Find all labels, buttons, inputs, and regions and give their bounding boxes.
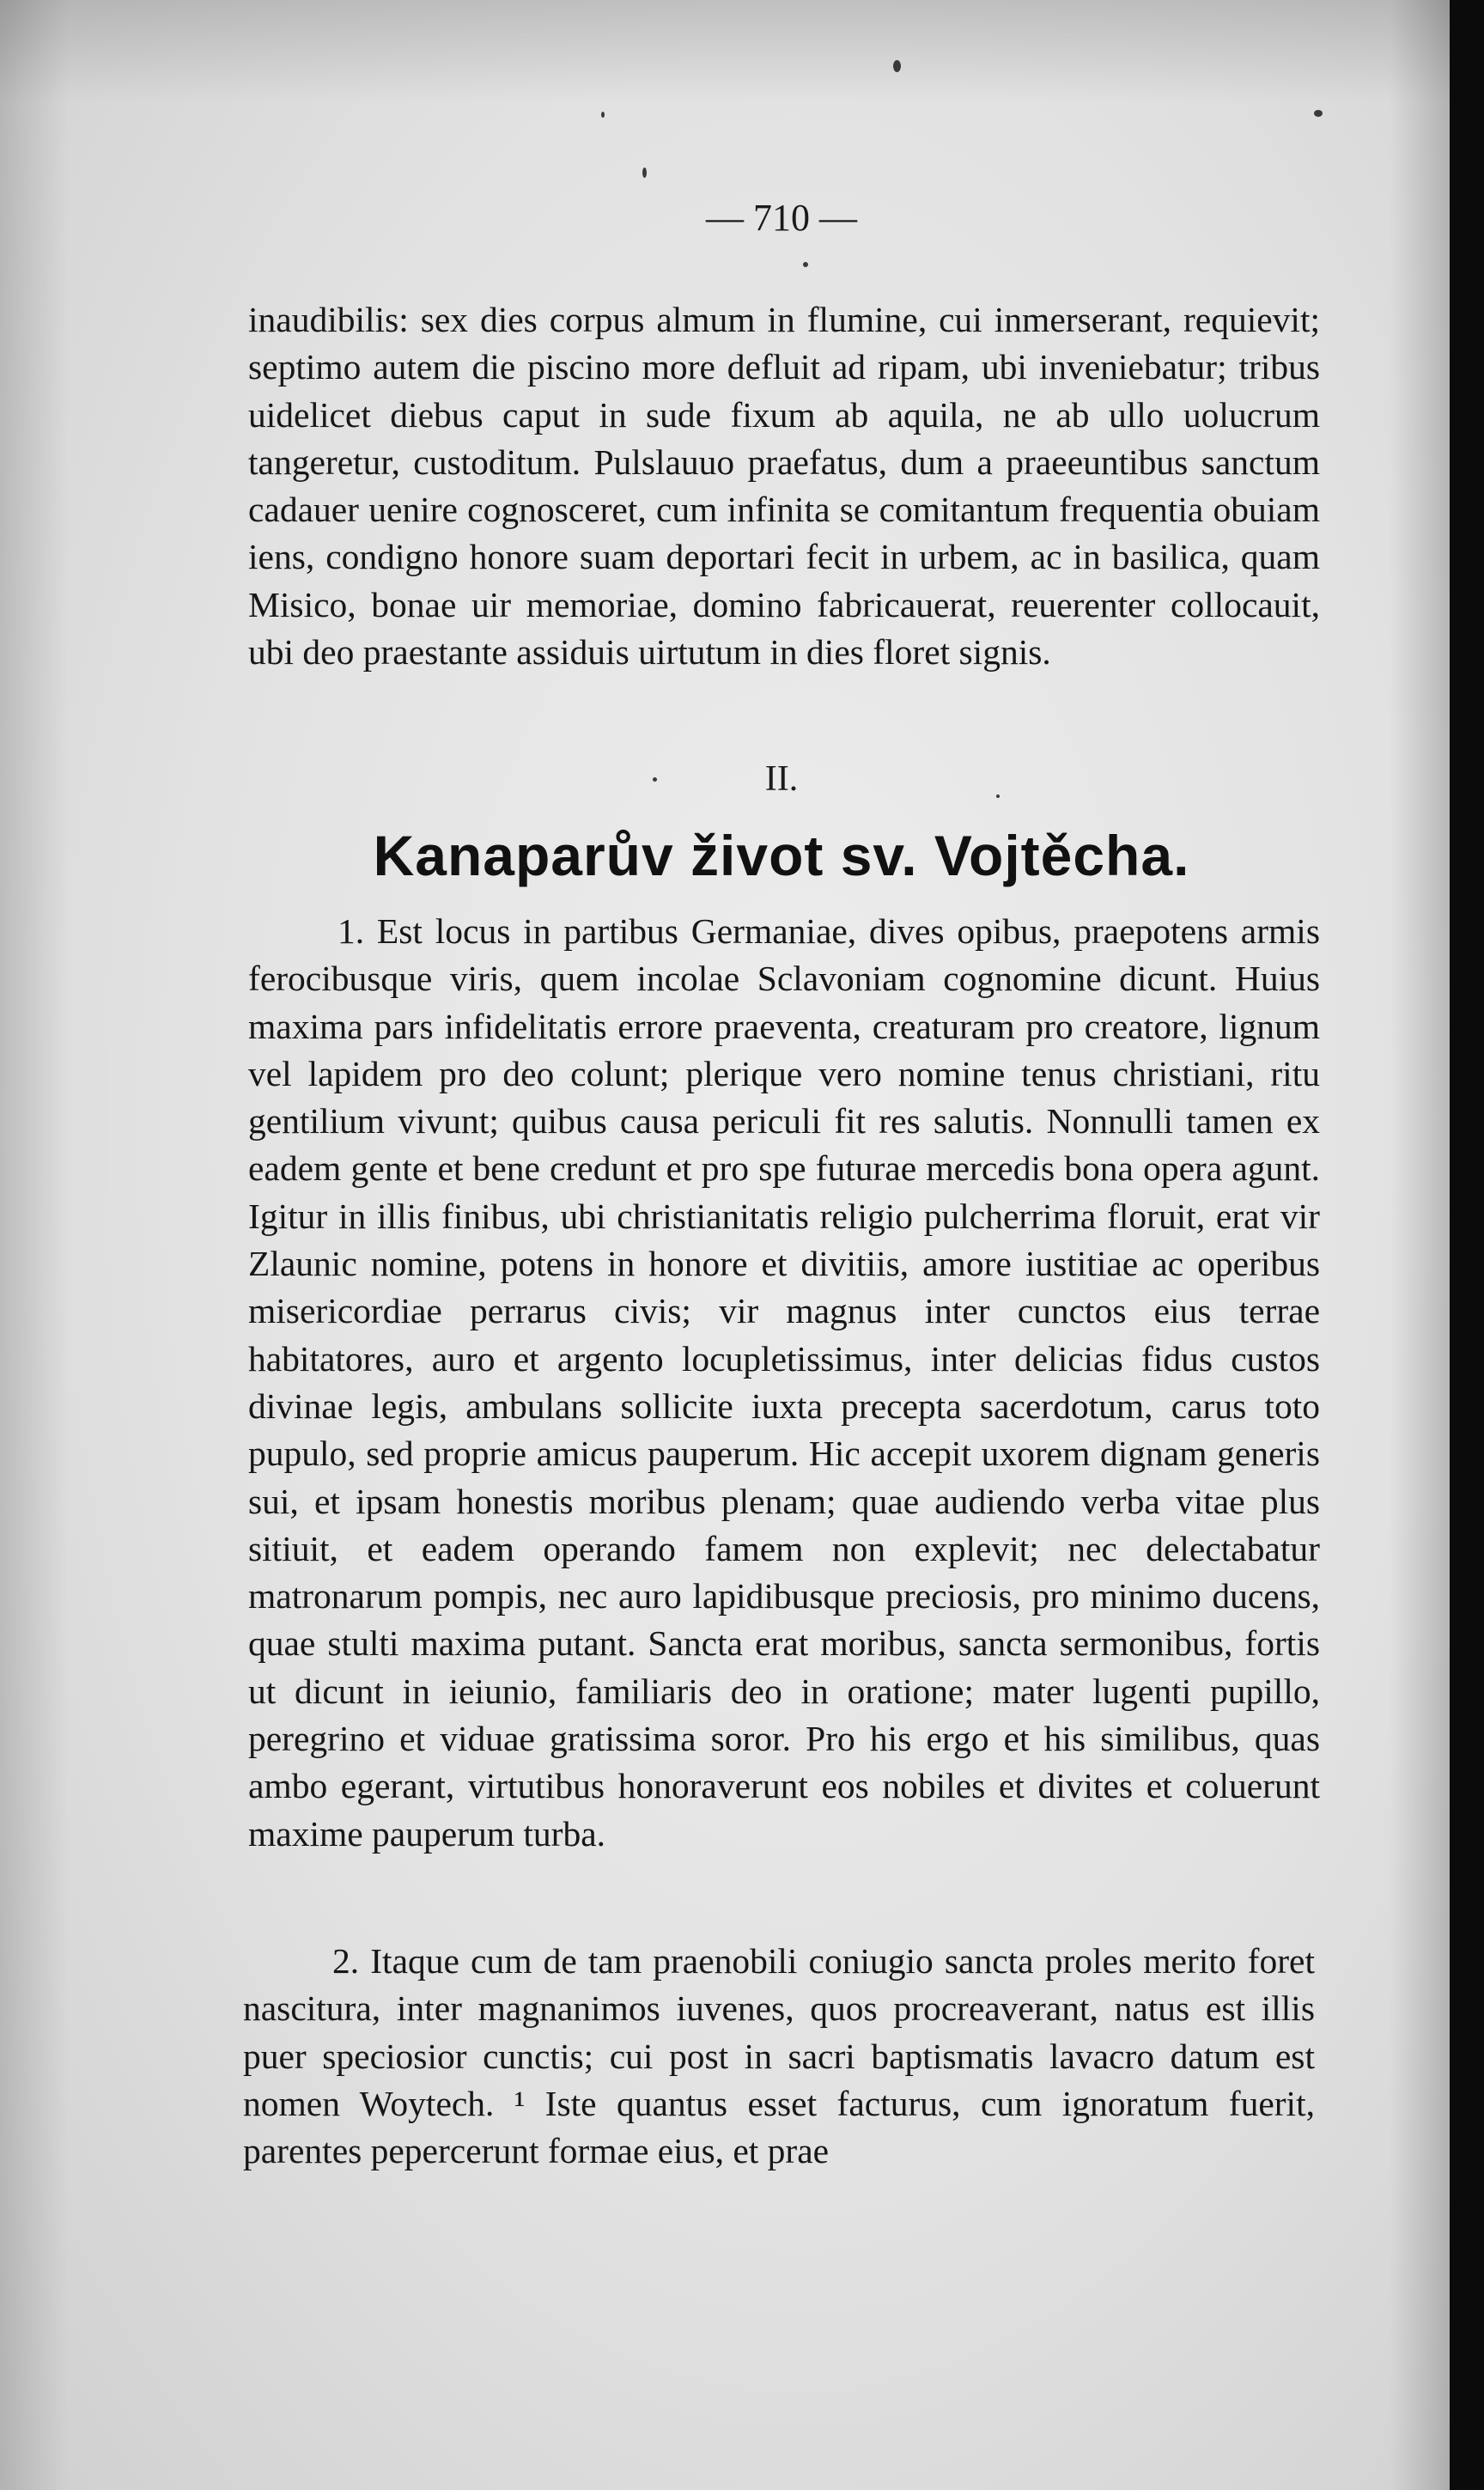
scan-speck (1314, 110, 1323, 117)
body-paragraph-2: 2. Itaque cum de tam praenobili coniugio sancta proles merito foret nascitura, inter magnanimos iuvenes, quos procreaverant, natus est illis puer speciosior cunctis; cui post in sacri baptismatis lavacro datum est nomen Woytech. ¹ Iste quantus esset facturus, cum ignoratum fuerit, parentes pepercerunt formae eius, et prae (243, 1941, 1315, 2171)
body-paragraph-continued: inaudibilis: sex dies corpus almum in flumine, cui inmerserant, requievit; septimo autem die piscino more defluit ad ripam, ubi inveniebatur; tribus uidelicet diebus caput in sude fixum ab aquila, ne ab ullo uolucrum tangeretur, custoditum. Pulslauuo praefatus, dum a praeeuntibus sanctum cadauer uenire cognosceret, cum infinita se comitantum frequentia obuiam iens, condigno honore suam deportari fecit in urbem, ac in basilica, quam Misico, bonae uir memoriae, domino fabricauerat, reuerenter collocauit, ubi deo praestante assiduis uirtutum in dies floret signis. (248, 300, 1320, 673)
section-number: II. (764, 759, 799, 799)
section-title: Kanaparův život sv. Vojtěcha. (373, 824, 1190, 887)
scan-shadow-left (0, 0, 69, 2490)
scan-speck (803, 262, 808, 267)
scan-shadow-top (0, 0, 1450, 103)
page-number: — 710 — (706, 197, 857, 239)
scan-shadow-right (1390, 0, 1450, 2490)
body-paragraph-1: 1. Est locus in partibus Germaniae, dives opibus, praepotens armis ferocibusque viris, quem incolae Sclavoniam cognomine dicunt. Huius maxima pars infidelitatis errore praeventa, creaturam pro creatore, lignum vel lapidem pro deo colunt; plerique vero nomine tenus christiani, ritu gentilium vivunt; quibus causa periculi fit res salutis. Nonnulli tamen ex eadem gente et bene credunt et pro spe futurae mercedis bona opera agunt. Igitur in illis finibus, ubi christianitatis religio pulcherrima floruit, erat vir Zlaunic nomine, potens in honore et divitiis, amore iustitiae ac operibus misericordiae perrarus civis; vir magnus inter cunctos eius terrae habitatores, auro et argento locupletissimus, inter delicias fidus custos divinae legis, ambulans sollicite iuxta precepta sacerdotum, carus toto pupulo, sed proprie amicus pauperum. Hic accepit uxorem dignam generis sui, et ipsam honestis moribus plenam; quae audiendo verba vitae plus sitiuit, et eadem operando famem non explevit; nec delectabatur matronarum pompis, nec auro lapidibusque preciosis, pro minimo ducens, quae stulti maxima putant. Sancta erat moribus, sancta sermonibus, fortis ut dicunt in ieiunio, familiaris deo in oratione; mater lugenti pupillo, peregrino et viduae gratissima soror. Pro his ergo et his similibus, quas ambo egerant, virtutibus honoraverunt eos nobiles et divites et coluerunt maxime pauperum turba. (248, 911, 1320, 1854)
scan-speck (642, 167, 647, 178)
scan-speck (893, 60, 901, 72)
scan-speck (601, 112, 605, 118)
